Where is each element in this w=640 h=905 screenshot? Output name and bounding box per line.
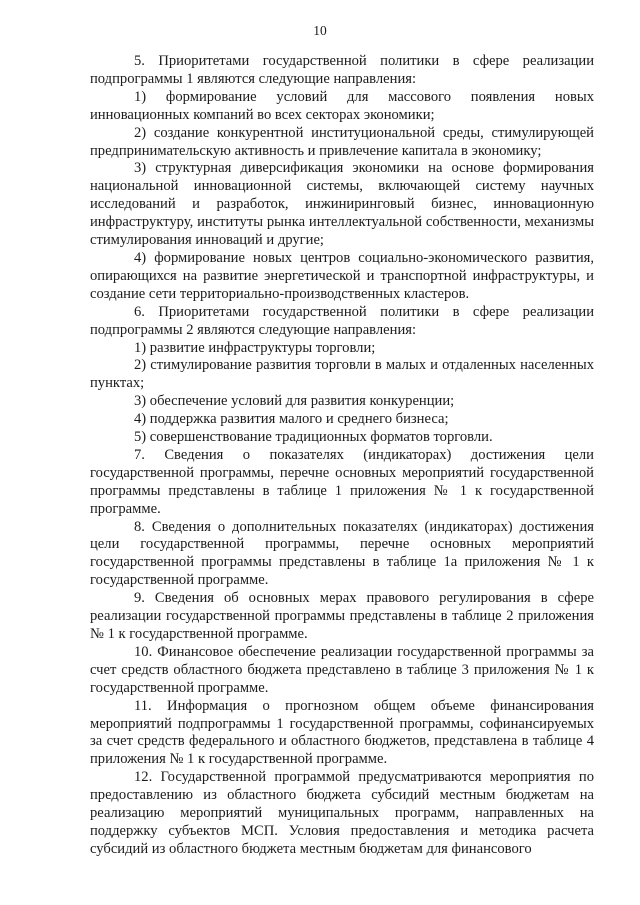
paragraph-6-item-5: 5) совершенствование традиционных форматов торговли. [134, 429, 493, 446]
paragraph-5: 5. Приоритетами государственной политики в сфере реализации подпрограммы 1 являются следующие направления: [90, 53, 594, 87]
paragraph-9: 9. Сведения об основных мерах правового регулирования в сфере реализации государственной программы представлены в таблице 2 приложения № 1 к государственной программе. [90, 590, 594, 642]
paragraph-5-item-1: 1) формирование условий для массового появления новых инновационных компаний во всех секторах экономики; [90, 88, 594, 123]
paragraph-6-item-4: 4) поддержка развития малого и среднего бизнеса; [134, 411, 449, 428]
paragraph-6-item-1: 1) развитие инфраструктуры торговли; [134, 339, 376, 356]
paragraph-6-item-3: 3) обеспечение условий для развития конкуренции; [134, 393, 455, 410]
paragraph-6: 6. Приоритетами государственной политики в сфере реализации подпрограммы 2 являются следующие направления: [90, 303, 594, 338]
paragraph-8: 8. Сведения о дополнительных показателях (индикаторах) достижения цели государственной программы, перечне основных мероприятий государственной программы представлены в таблице 1а приложения № 1 к государственной программе. [90, 518, 594, 589]
paragraph-5-item-3: 3) структурная диверсификация экономики на основе формирования национальной инновационной системы, включающей систему научных исследований и разработок, инжиниринговый бизнес, инновационную инфраструктуру, институты рынка интеллектуальной собственности, механизмы стимулирования инноваций и другие; [90, 160, 594, 249]
paragraph-5-item-2: 2) создание конкурентной институциональной среды, стимулирующей предпринимательскую активность и привлечение капитала в экономику; [90, 124, 594, 159]
paragraph-11: 11. Информация о прогнозном общем объеме финансирования мероприятий подпрограммы 1 государственной программы, софинансируемых за счет средств федерального и областного бюджетов, представлена в таблице 4 приложения № 1 к государственной программе. [90, 697, 594, 768]
paragraph-5-item-4: 4) формирование новых центров социально-экономического развития, опирающихся на развитие энергетической и транспортной инфраструктуры, и создание сети территориально-производственных кластеров. [90, 249, 594, 302]
paragraph-7: 7. Сведения о показателях (индикаторах) достижения цели государственной программы, перечне основных мероприятий государственной программы представлены в таблице 1 приложения № 1 к государственной программе. [90, 446, 594, 517]
paragraph-10: 10. Финансовое обеспечение реализации государственной программы за счет средств областного бюджета представлено в таблице 3 приложения № 1 к государственной программе. [90, 643, 594, 696]
page-number: 10 [313, 23, 327, 38]
paragraph-12: 12. Государственной программой предусматриваются мероприятия по предоставлению из областного бюджета субсидий местным бюджетам на реализацию мероприятий муниципальных программ, направленных на поддержку субъектов МСП. Условия предоставления и методика расчета субсидий из областного бюджета местным бюджетам для финансового [90, 769, 594, 857]
paragraph-6-item-2: 2) стимулирование развития торговли в малых и отдаленных населенных пунктах; [90, 357, 594, 392]
